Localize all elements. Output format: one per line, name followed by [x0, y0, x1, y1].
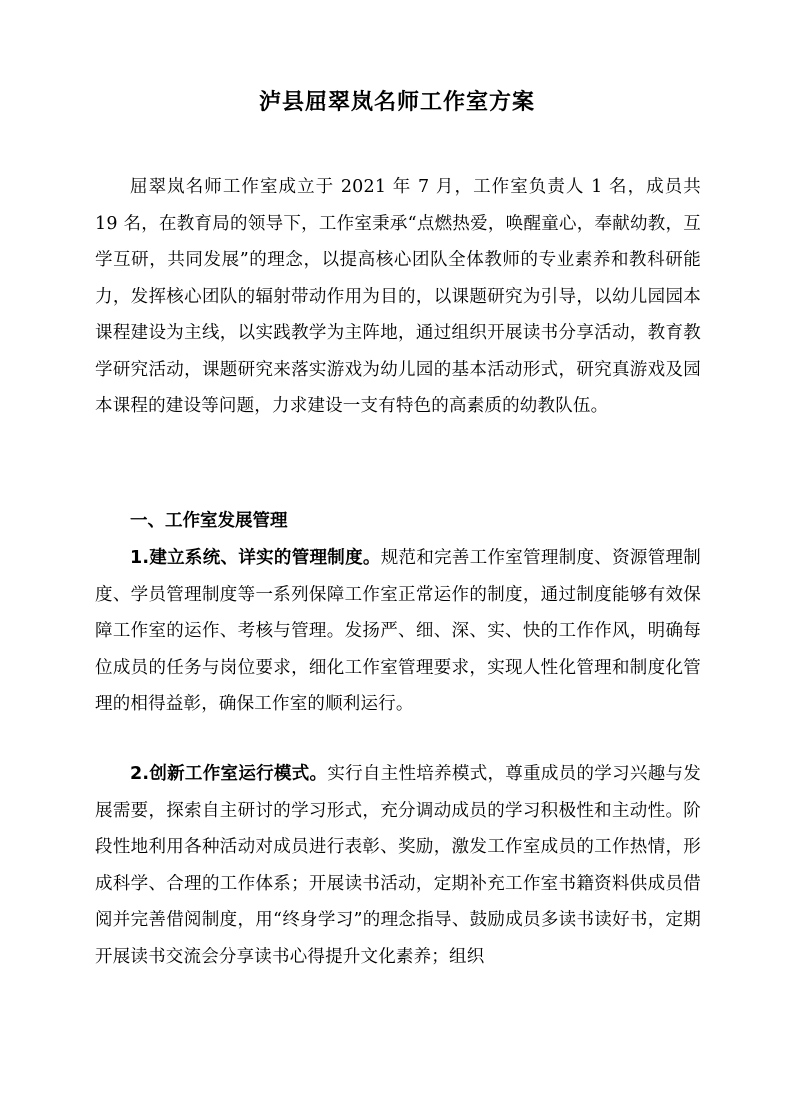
document-title: 泸县屈翠岚名师工作室方案	[258, 90, 535, 115]
paragraph-body: 规范和完善工作室管理制度、资源管理制度、学员管理制度等一系列保障工作室正常运作的制度，通过制度能够有效保障工作室的运作、考核与管理。发扬严、细、深、实、快的工作作风，明确每位成员的任务与岗位要求，细化工作室管理要求，实现人性化管理和制度化管理的相得益彰，确保工作室的顺利运行。	[95, 548, 701, 714]
paragraph-body: 实行自主性培养模式，尊重成员的学习兴趣与发展需要，探索自主研讨的学习形式，充分调动成员的学习积极性和主动性。阶段性地利用各种活动对成员进行表彰、奖励，激发工作室成员的工作热情，形成科学、合理的工作体系；开展读书活动，定期补充工作室书籍资料供成员借阅并完善借阅制度，用“终身学习”的理念指导、鼓励成员多读书读好书，定期开展读书交流会分享读书心得提升文化素养；组织	[95, 764, 701, 967]
section-heading: 一、工作室发展管理	[130, 511, 288, 531]
paragraph-lead: 2.创新工作室运行模式。	[130, 764, 328, 784]
intro-paragraph: 屈翠岚名师工作室成立于 2021 年 7 月，工作室负责人 1 名，成员共 19 名，在教育局的领导下，工作室秉承“点燃热爱，唤醒童心，奉献幼教，互学互研，共同发展”的理念，以提高核心团队全体教师的专业素养和教科研能力，发挥核心团队的辐射带动作用为目的，以课题研究为引导，以幼儿园园本课程建设为主线，以实践教学为主阵地，通过组织开展读书分享活动，教育教学研究活动，课题研究来落实游戏为幼儿园的基本活动形式，研究真游戏及园本课程的建设等问题，力求建设一支有特色的高素质的幼教队伍。	[95, 177, 701, 416]
paragraph-item-2	[95, 756, 701, 975]
paragraph-lead: 1.建立系统、详实的管理制度。	[130, 548, 381, 568]
paragraph-item-1	[95, 540, 701, 723]
